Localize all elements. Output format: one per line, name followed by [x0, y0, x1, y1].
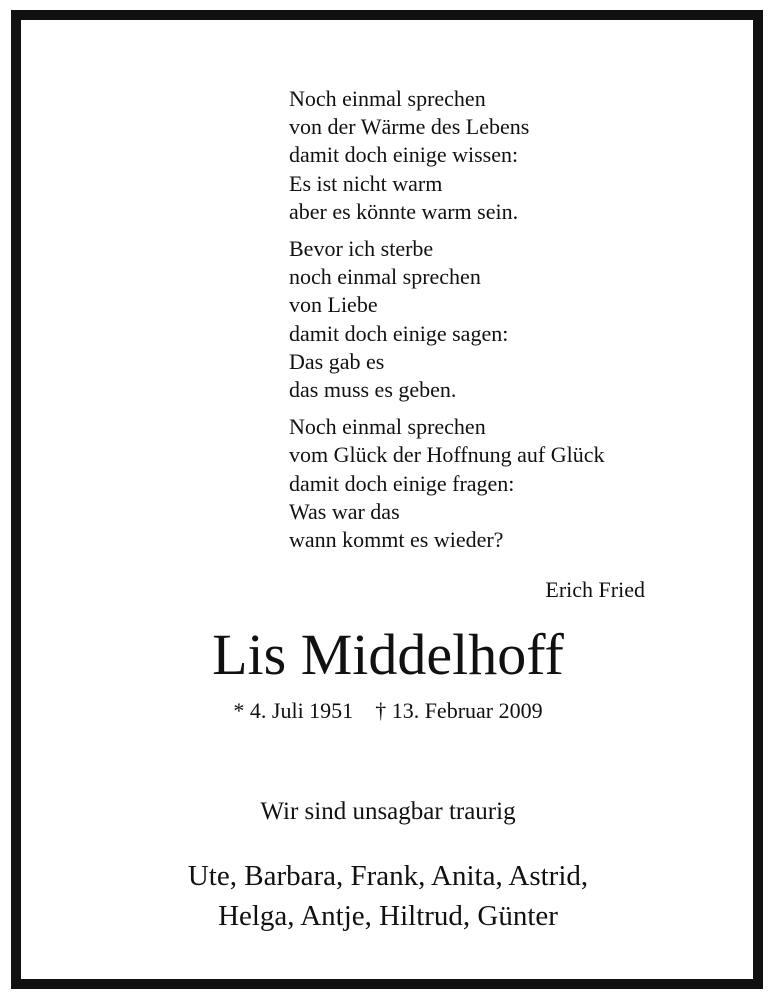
poem-line: damit doch einige sagen: — [289, 320, 509, 346]
obituary-frame — [11, 10, 763, 989]
mourners-list — [12, 856, 764, 936]
life-dates — [12, 697, 764, 725]
poem-line: von Liebe — [289, 292, 378, 318]
poem-line: Das gab es — [289, 348, 385, 374]
poem-line: das muss es geben. — [289, 377, 457, 403]
poem-stanza-3 — [289, 413, 669, 554]
poem-line: damit doch einige fragen: — [289, 470, 515, 496]
poem-line: wann kommt es wieder? — [289, 527, 504, 553]
poem-line: Noch einmal sprechen — [289, 86, 486, 111]
deceased-name: Lis Middelhoff — [212, 622, 564, 687]
poem-line: von der Wärme des Lebens — [289, 114, 530, 140]
mourners-line-1: Ute, Barbara, Frank, Anita, Astrid, — [187, 860, 589, 892]
poem-author: Erich Fried — [545, 577, 645, 602]
poem — [289, 85, 669, 563]
mourners-line-2: Helga, Antje, Hiltrud, Günter — [218, 900, 558, 932]
poem-line: damit doch einige wissen: — [289, 142, 519, 168]
poem-line: noch einmal sprechen — [289, 264, 481, 290]
poem-line: vom Glück der Hoffnung auf Glück — [289, 442, 605, 468]
poem-stanza-1 — [289, 85, 669, 226]
death-date: † 13. Februar 2009 — [375, 698, 543, 723]
condolence-message: Wir sind unsagbar traurig — [260, 798, 516, 825]
poem-line: Es ist nicht warm — [289, 170, 443, 196]
poem-line: Noch einmal sprechen — [289, 414, 486, 440]
poem-stanza-2 — [289, 235, 669, 404]
birth-date: * 4. Juli 1951 — [233, 698, 354, 723]
poem-line: Bevor ich sterbe — [289, 236, 434, 262]
poem-line: aber es könnte warm sein. — [289, 198, 519, 224]
poem-line: Was war das — [289, 498, 400, 524]
